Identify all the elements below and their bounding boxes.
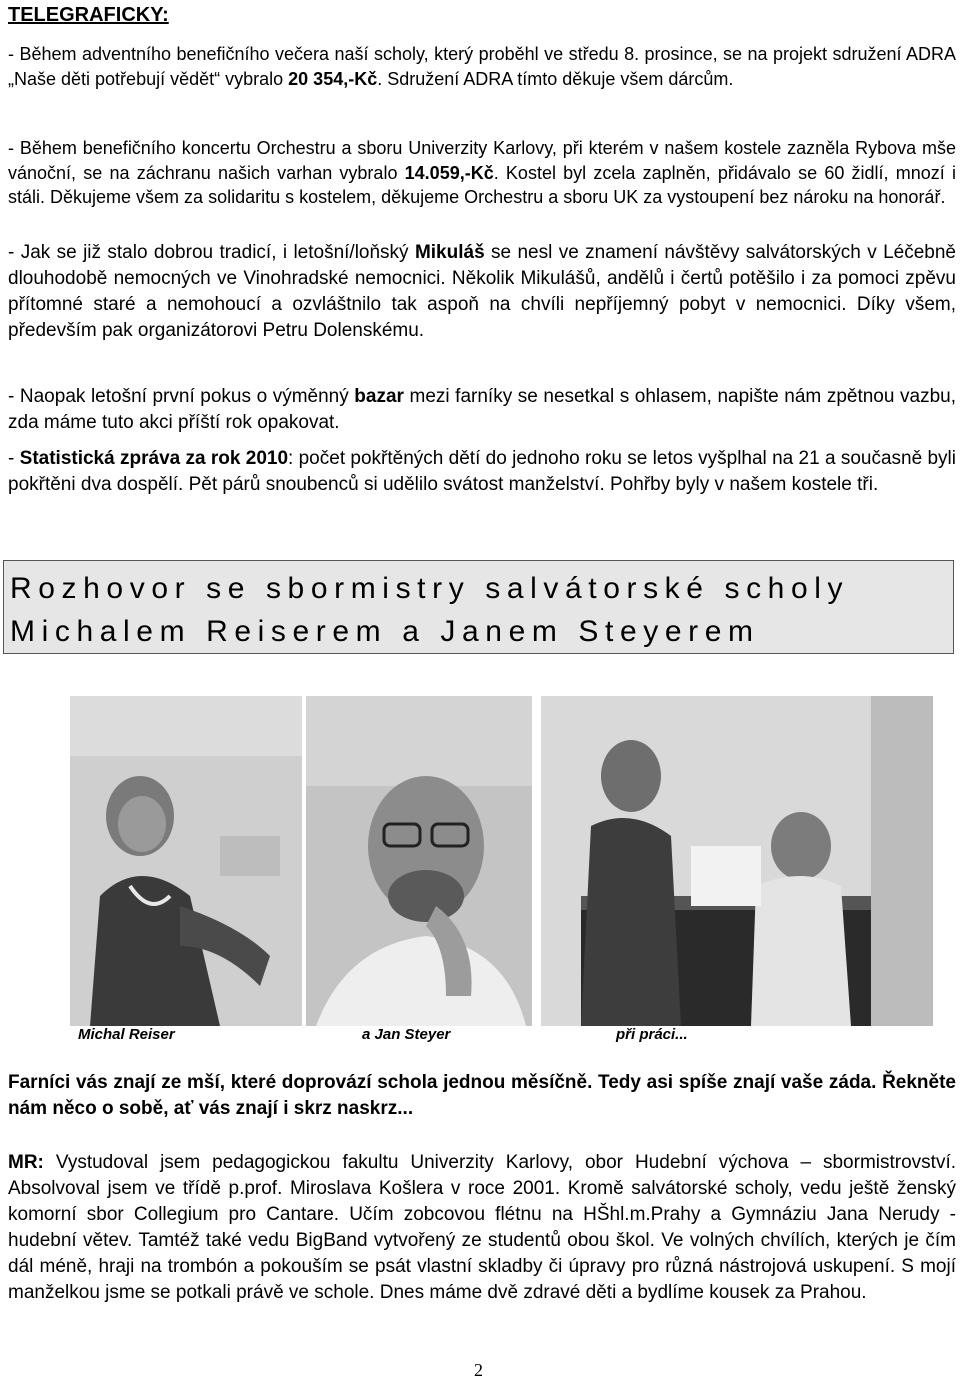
caption-at-work: při práci... (616, 1026, 688, 1043)
telegram-statistics: - Statistická zpráva za rok 2010: počet pokřtěných dětí do jednoho roku se letos vyšplhal na 21 a současně byli pokřtěni dva dospělí. Pět párů snoubenců si udělilo svátost manželství. Pohřby byly v našem kostele tři. (8, 448, 956, 495)
telegram-bazar: - Naopak letošní první pokus o výměnný bazar mezi farníky se nesetkal s ohlasem, napište nám zpětnou vazbu, zda máme tuto akci příští rok opakovat. (8, 386, 956, 433)
speaker-label: MR: (8, 1152, 44, 1173)
telegram-mikulas: - Jak se již stalo dobrou tradicí, i letošní/loňský Mikuláš se nesl ve znamení návštěvy salvátorských v Léčebně dlouhodobě nemocných ve Vinohradské nemocnici. Několik Mikulášů, andělů i čertů potěšilo i za pomoci zpěvu přítomné staré a nemohoucí a ozvláštnilo tak aspoň na chvíli nepříjemný pobyt v nemocnici. Díky všem, především pak organizátorovi Petru Dolenskému. (8, 242, 957, 341)
interview-question: Farníci vás znají ze mší, které doprovází schola jednou měsíčně. Tedy asi spíše znají vaše záda. Řekněte nám něco o sobě, ať vás znají i skrz naskrz... (8, 1072, 956, 1119)
interview-answer (8, 1150, 956, 1306)
section-heading: TELEGRAFICKY: (8, 4, 169, 26)
caption-jan-steyer: a Jan Steyer (362, 1026, 451, 1043)
photo-michal-reiser (70, 696, 302, 1026)
telegram-concert: - Během benefičního koncertu Orchestru a sboru Univerzity Karlovy, při kterém v našem kostele zazněla Rybova mše vánoční, se na záchranu našich varhan vybralo 14.059,-Kč. Kostel byl zcela zaplněn, přidávalo se 60 židlí, mnozí i stáli. Děkujeme všem za solidaritu s kostelem, děkujeme Orchestru a sboru UK za vystoupení bez nároku na honorář. (8, 138, 956, 207)
interview-title-banner (3, 560, 954, 654)
page-number: 2 (474, 1360, 483, 1380)
caption-michal-reiser: Michal Reiser (78, 1026, 175, 1043)
answer-text: Vystudoval jsem pedagogickou fakultu Univerzity Karlovy, obor Hudební výchova – sbormistrovství. Absolvoval jsem ve třídě p.prof. Miroslava Košlera v roce 2001. Kromě salvátorské scholy, vedu ještě ženský komorní sbor Collegium pro Cantare. Učím zobcovou flétnu na HŠhl.m.Prahy a Gymnáziu Jana Nerudy - hudební větev. Tamtéž také vedu BigBand vytvořený ze studentů obou škol. Ve volných chvílích, kterých je čím dál méně, hraji na trombón a pokouším se psát vlastní skladby či úpravy pro různá nástrojová uskupení. S mojí manželkou jsme se potkali právě ve schole. Dnes máme dvě zdravé děti a bydlíme kousek za Prahou. (8, 1152, 956, 1303)
interview-title-line1: Rozhovor se sbormistry salvátorské scholy (10, 572, 850, 605)
photo-jan-steyer (306, 696, 532, 1026)
interview-title-line2: Michalem Reiserem a Janem Steyerem (10, 615, 760, 648)
photo-at-work (541, 696, 933, 1026)
telegram-adra: - Během adventního benefičního večera naší scholy, který proběhl ve středu 8. prosince, se na projekt sdružení ADRA „Naše děti potřebují vědět“ vybralo 20 354,-Kč. Sdružení ADRA tímto děkuje všem dárcům. (8, 44, 956, 89)
